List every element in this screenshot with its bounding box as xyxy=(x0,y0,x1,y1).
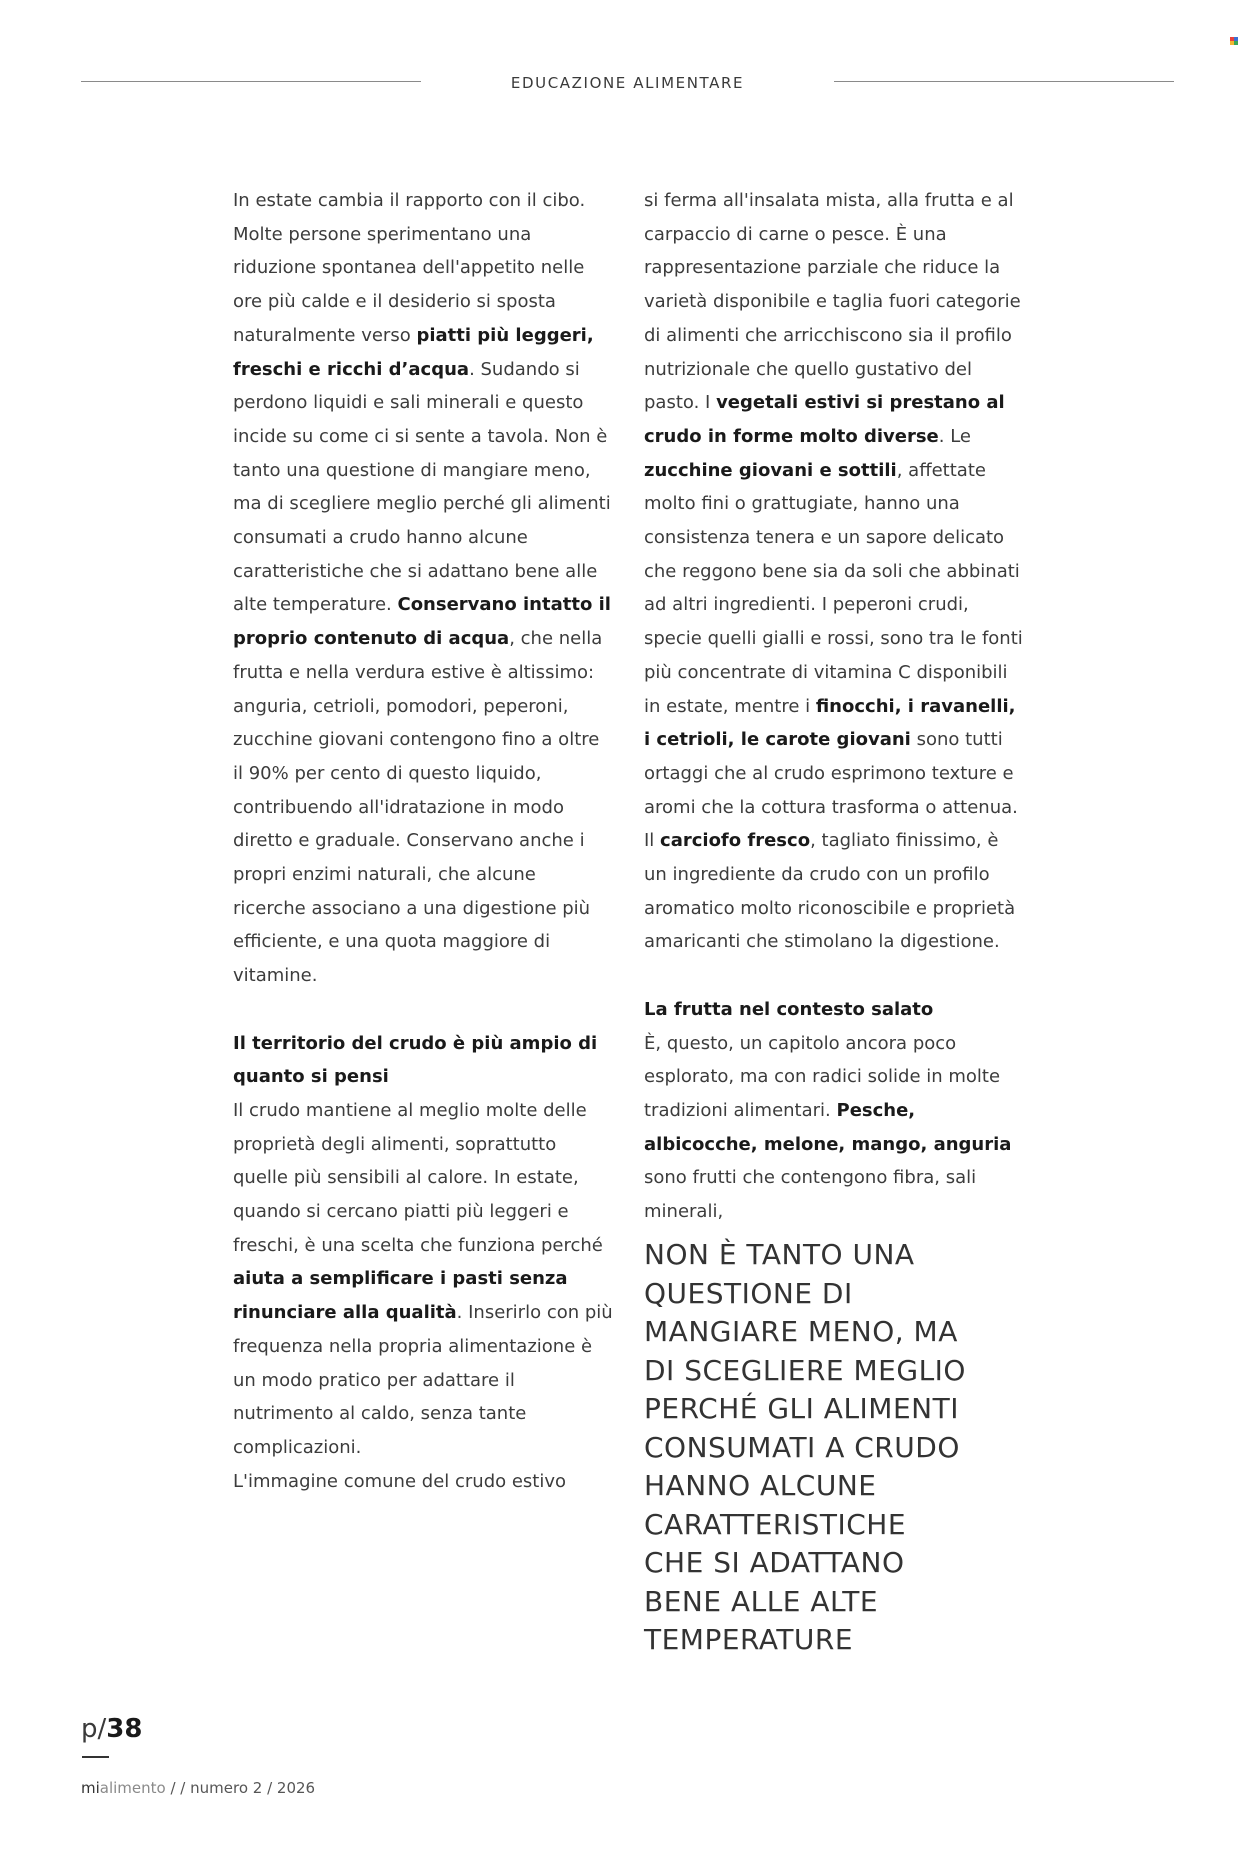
pull-quote-line: MANGIARE MENO, MA xyxy=(644,1315,958,1348)
bold-text: vegetali estivi si prestano al crudo in forme molto diverse xyxy=(644,392,1005,447)
text-run: Il crudo mantiene al meglio molte delle proprietà degli alimenti, soprattutto quelle più sensibili al calore. In estate, quando si cercano piatti più leggeri e freschi, è una scelta che funziona perché xyxy=(233,1099,603,1256)
right-column xyxy=(644,184,1024,1229)
text-run: sono frutti che contengono fibra, sali minerali, xyxy=(644,1167,977,1223)
page-number-underline xyxy=(82,1756,109,1758)
pull-quote-line: QUESTIONE DI xyxy=(644,1276,853,1310)
brand-mi: mi xyxy=(81,1779,100,1797)
bold-text: carciofo fresco xyxy=(660,830,811,852)
left-paragraph-1 xyxy=(233,184,613,993)
color-mark-icon xyxy=(1230,37,1239,45)
text-run: . Inserirlo con più frequenza nella propria alimentazione è un modo pratico per adattare il nutrimento al caldo, senza tante complicazioni. xyxy=(233,1302,613,1458)
text-run: È, questo, un capitolo ancora poco esplorato, ma con radici solide in molte tradizioni alimentari. xyxy=(644,1032,1001,1121)
header-rule-right xyxy=(834,81,1174,82)
bold-text: Conservano intatto il proprio contenuto di acqua xyxy=(233,594,611,650)
pull-quote-line: CARATTERISTICHE xyxy=(644,1507,907,1541)
text-run: , affettate molto fini o grattugiate, hanno una consistenza tenera e un sapore delicato che reggono bene sia da soli che abbinati ad altri ingredienti. I peperoni crudi, specie quelli gialli e rossi, sono tra le fonti più concentrate di vitamina C disponibili in estate, mentre i xyxy=(644,459,1023,717)
left-paragraph-3: L'immagine comune del crudo estivo xyxy=(233,1470,567,1492)
bold-text: Pesche, albicocche, melone, mango, anguria xyxy=(644,1099,1012,1155)
pull-quote-line: CONSUMATI A CRUDO xyxy=(644,1430,960,1464)
pull-quote-line: CHE SI ADATTANO xyxy=(644,1546,905,1579)
footer-issue xyxy=(81,1779,315,1797)
right-paragraph-2 xyxy=(644,1027,1024,1229)
right-subheading: La frutta nel contesto salato xyxy=(644,998,934,1020)
right-paragraph-1 xyxy=(644,184,1024,959)
section-title: EDUCAZIONE ALIMENTARE xyxy=(510,74,745,92)
issue-info: / / numero 2 / 2026 xyxy=(165,1779,316,1797)
pull-quote-line: NON È TANTO UNA xyxy=(644,1238,915,1271)
pull-quote-line: TEMPERATURE xyxy=(644,1623,854,1656)
page-prefix: p/ xyxy=(81,1714,107,1744)
pull-quote-line: HANNO ALCUNE xyxy=(644,1469,877,1502)
bold-text: zucchine giovani e sottili xyxy=(644,459,897,481)
bold-text: aiuta a semplificare i pasti senza rinunciare alla qualità xyxy=(233,1268,568,1324)
text-run: . Le xyxy=(938,425,971,447)
pull-quote-line: PERCHÉ GLI ALIMENTI xyxy=(644,1392,959,1425)
left-paragraph-2 xyxy=(233,1094,613,1465)
text-run: sono tutti ortaggi che al crudo esprimono texture e aromi che la cottura trasforma o attenua. Il xyxy=(644,729,1018,852)
pull-quote xyxy=(644,1236,974,1660)
page-number xyxy=(81,1714,142,1744)
left-subheading: Il territorio del crudo è più ampio di quanto si pensi xyxy=(233,1032,598,1088)
bold-text: piatti più leggeri, freschi e ricchi d’acqua xyxy=(233,324,594,380)
text-run: . Sudando si perdono liquidi e sali minerali e questo incide su come ci si sente a tavola. Non è tanto una questione di mangiare meno, ma di scegliere meglio perché gli alimenti consumati a crudo hanno alcune caratteristiche che si adattano bene alle alte temperature. xyxy=(233,358,611,616)
text-run: , tagliato finissimo, è un ingrediente da crudo con un profilo aromatico molto riconoscibile e proprietà amaricanti che stimolano la digestione. xyxy=(644,830,1016,953)
pull-quote-line: BENE ALLE ALTE xyxy=(644,1584,879,1618)
text-run: si ferma all'insalata mista, alla frutta e al carpaccio di carne o pesce. È una rappresentazione parziale che riduce la varietà disponibile e taglia fuori categorie di alimenti che arricchiscono sia il profilo nutrizionale che quello gustativo del pasto. I xyxy=(644,190,1021,414)
text-run: In estate cambia il rapporto con il cibo. Molte persone sperimentano una riduzione spontanea dell'appetito nelle ore più calde e il desiderio si sposta naturalmente verso xyxy=(233,190,586,346)
bold-text: finocchi, i ravanelli, i cetrioli, le carote giovani xyxy=(644,695,1016,751)
text-run: , che nella frutta e nella verdura estive è altissimo: anguria, cetrioli, pomodori, peperoni, zucchine giovani contengono fino a oltre il 90% per cento di questo liquido, contribuendo all'idratazione in modo diretto e graduale. Conservano anche i propri enzimi naturali, che alcune ricerche associano a una digestione più efficiente, e una quota maggiore di vitamine. xyxy=(233,628,603,987)
header-rule-left xyxy=(81,81,421,82)
left-column xyxy=(233,184,613,1498)
pull-quote-line: DI SCEGLIERE MEGLIO xyxy=(644,1353,966,1387)
brand-alimento: alimento xyxy=(99,1779,166,1797)
page-number-value: 38 xyxy=(106,1714,143,1744)
